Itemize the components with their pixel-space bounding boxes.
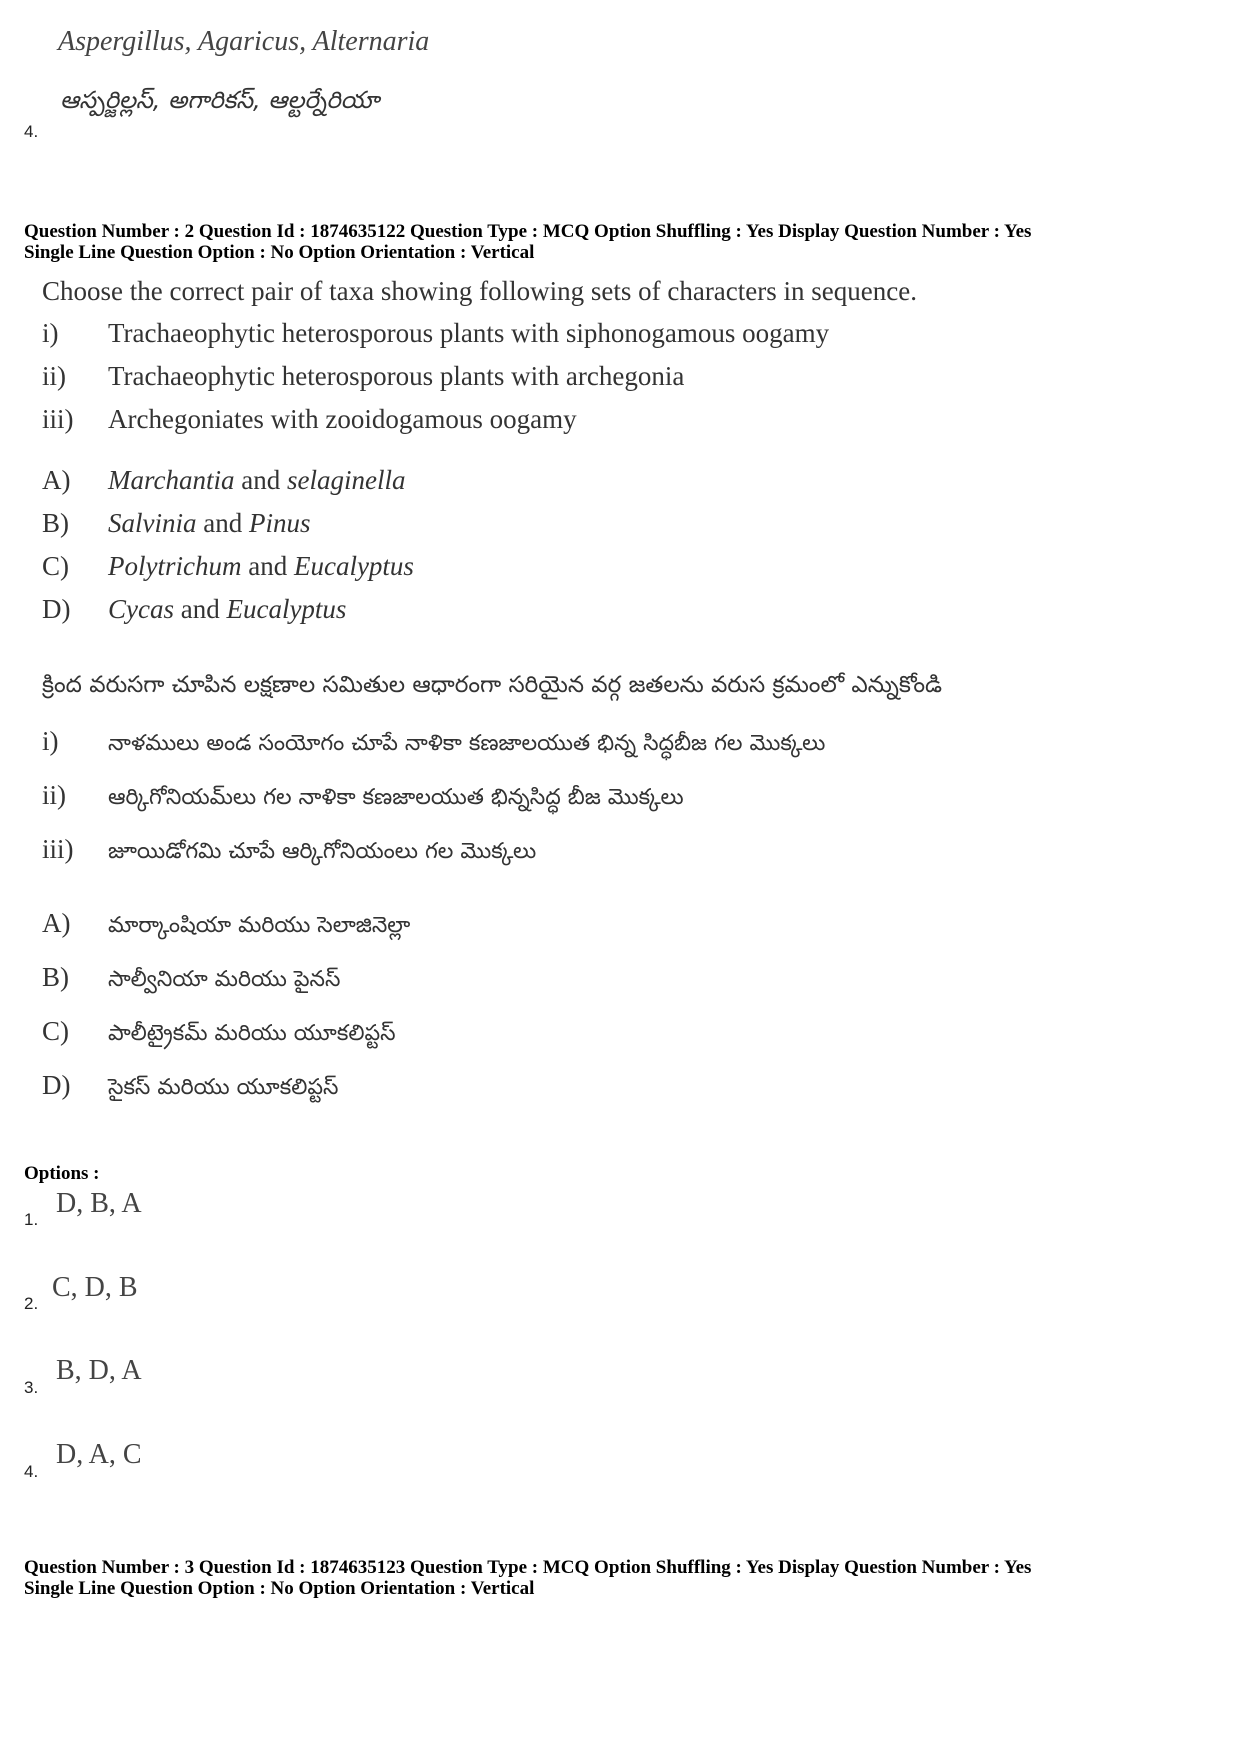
conjunction: and	[241, 465, 281, 495]
statement-label: ii)	[42, 780, 66, 810]
taxon-2: selaginella	[286, 465, 406, 495]
taxon-2: Eucalyptus	[226, 594, 347, 624]
statement-label: iii)	[42, 404, 74, 434]
taxon-2: Pinus	[248, 508, 311, 538]
statement-label: ii)	[42, 361, 66, 391]
choice-te-a	[42, 908, 410, 943]
statement-en-1	[42, 318, 829, 349]
statement-text: ఆర్కిగోనియమ్‌లు గల నాళికా కణజాలయుత భిన్నసిద్ధ బీజ మొక్కలు	[108, 785, 684, 810]
option-number: 2.	[24, 1294, 39, 1313]
taxon-1: Salvinia	[108, 508, 197, 538]
options-heading: Options :	[24, 1163, 100, 1184]
choice-en-b	[42, 508, 311, 539]
prev-option-telugu: ఆస్పర్జిల్లస్, అగారికస్, ఆల్టర్నేరియా	[60, 86, 380, 114]
taxon-1: Cycas	[108, 594, 174, 624]
option-2[interactable]: C, D, B	[52, 1272, 138, 1303]
option-4[interactable]: D, A, C	[56, 1439, 142, 1470]
taxon-1: Marchantia	[108, 465, 235, 495]
choice-label: D)	[42, 594, 71, 624]
choice-text: సైకస్ మరియు యూకలిప్టస్	[108, 1075, 339, 1100]
conjunction: and	[203, 508, 243, 538]
question-2-meta-line-2: Single Line Question Option : No Option Orientation : Vertical	[24, 242, 535, 263]
conjunction: and	[248, 551, 288, 581]
statement-en-3	[42, 404, 577, 435]
statement-label: iii)	[42, 834, 74, 864]
choice-label: D)	[42, 1070, 71, 1100]
statement-te-1	[42, 726, 825, 761]
choice-label: B)	[42, 508, 69, 538]
question-stem-telugu: క్రింద వరుసగా చూపిన లక్షణాల సమితుల ఆధారంగా సరియైన వర్గ జతలను వరుస క్రమంలో ఎన్నుకోండి	[42, 672, 943, 698]
prev-option-number: 4.	[24, 122, 39, 141]
statement-text: జూయిడోగమి చూపే ఆర్కిగోనియంలు గల మొక్కలు	[108, 839, 537, 864]
statement-text: Trachaeophytic heterosporous plants with siphonogamous oogamy	[108, 318, 830, 348]
choice-en-d	[42, 594, 346, 625]
choice-label: C)	[42, 551, 69, 581]
taxon-2: Eucalyptus	[293, 551, 414, 581]
taxon-1: Polytrichum	[108, 551, 242, 581]
option-number: 4.	[24, 1462, 39, 1481]
statement-label: i)	[42, 726, 59, 756]
choice-en-c	[42, 551, 414, 582]
choice-label: B)	[42, 962, 69, 992]
option-3[interactable]: B, D, A	[56, 1355, 142, 1386]
prev-option-english: Aspergillus, Agaricus, Alternaria	[58, 26, 430, 57]
option-number: 1.	[24, 1210, 39, 1229]
choice-te-c	[42, 1016, 396, 1051]
question-3-meta-line-2: Single Line Question Option : No Option Orientation : Vertical	[24, 1578, 535, 1599]
statement-text: Archegoniates with zooidogamous oogamy	[108, 404, 577, 434]
statement-te-2	[42, 780, 684, 815]
statement-text: నాళములు అండ సంయోగం చూపే నాళికా కణజాలయుత భిన్న సిద్ధబీజ గల మొక్కలు	[108, 731, 826, 756]
conjunction: and	[180, 594, 220, 624]
choice-text: మార్కాంషియా మరియు సెలాజినెల్లా	[108, 913, 411, 938]
choice-label: A)	[42, 908, 71, 938]
question-stem-english: Choose the correct pair of taxa showing following sets of characters in sequence.	[42, 276, 917, 306]
question-3-meta-line-1: Question Number : 3 Question Id : 1874635123 Question Type : MCQ Option Shuffling : Yes Display Question Number : Yes	[24, 1557, 1032, 1578]
option-1[interactable]: D, B, A	[56, 1188, 142, 1219]
statement-text: Trachaeophytic heterosporous plants with archegonia	[108, 361, 685, 391]
choice-label: C)	[42, 1016, 69, 1046]
choice-te-d	[42, 1070, 338, 1105]
choice-text: పాలీట్రైకమ్ మరియు యూకలిప్టస్	[108, 1021, 396, 1046]
statement-label: i)	[42, 318, 59, 348]
choice-label: A)	[42, 465, 71, 495]
statement-te-3	[42, 834, 536, 869]
question-2-meta-line-1: Question Number : 2 Question Id : 1874635122 Question Type : MCQ Option Shuffling : Yes Display Question Number : Yes	[24, 221, 1032, 242]
statement-en-2	[42, 361, 684, 392]
option-number: 3.	[24, 1378, 39, 1397]
choice-en-a	[42, 465, 405, 496]
choice-te-b	[42, 962, 340, 997]
choice-text: సాల్వీనియా మరియు పైనస్	[108, 967, 341, 992]
